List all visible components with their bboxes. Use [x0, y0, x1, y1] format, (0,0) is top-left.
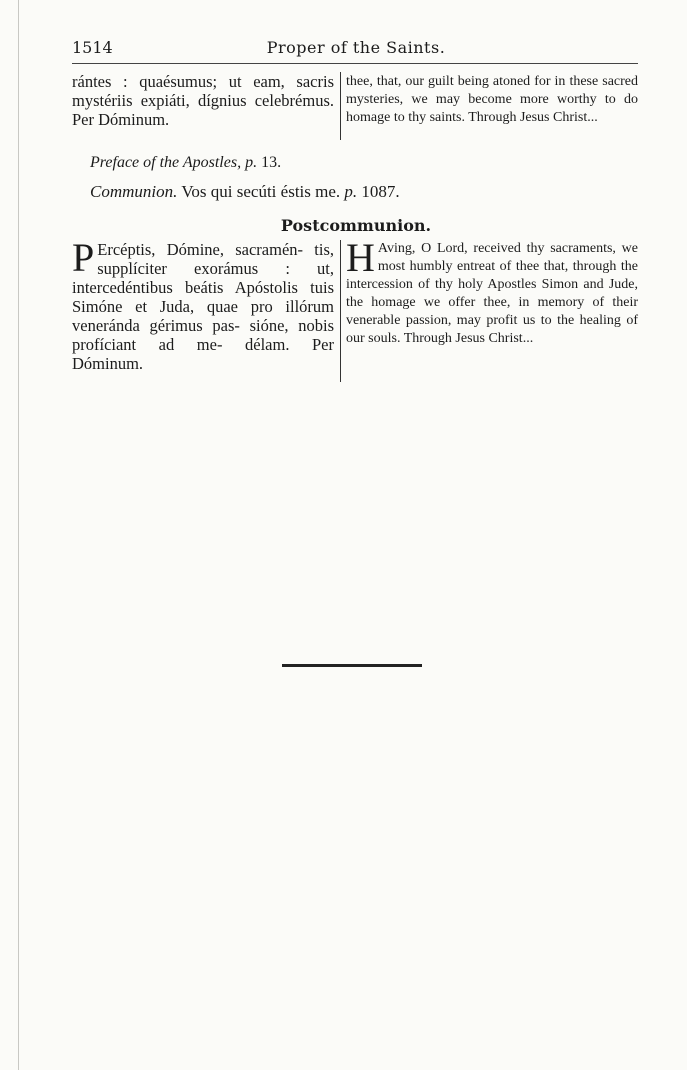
postcommunion-latin-column [72, 235, 334, 373]
page-spine-edge [18, 0, 19, 1070]
header-rule [72, 63, 638, 64]
page-number: 1514 [72, 38, 113, 57]
communion-page-ref: 1087. [361, 182, 400, 201]
postcommunion-english-text: Aving, O Lord, received thy sacraments, we most humbly entreat of thee that, through the intercession of thy holy Apostles Simon and Jude, the homage we offer thee, in memory of their venerable passion, may profit us to the healing of our souls. Through Jesus Christ... [346, 241, 638, 346]
preface-page-ref: 13. [261, 154, 282, 171]
preface-page-abbr: p. [245, 154, 258, 171]
communion-label: Communion. [90, 182, 178, 201]
preface-label: Preface of the Apostles, [90, 154, 242, 171]
latin-dropcap: P [72, 235, 95, 280]
communion-rubric [90, 182, 400, 202]
secret-english-column: thee, that, our guilt being atoned for in these sacred mysteries, we may become more worthy to do homage to thy saints. Through Jesus Christ... [346, 74, 638, 125]
page-header [72, 38, 640, 62]
postcommunion-title: Postcommunion. [280, 216, 432, 235]
english-dropcap: H [346, 235, 375, 280]
communion-page-abbr: p. [344, 182, 358, 201]
end-of-section-rule [282, 664, 422, 667]
postcommunion-latin-text: Ercéptis, Dómine, sacramén- tis, supplíciter exorámus : ut, intercedéntibus beátis Apóstolis tuis Simóne et Juda, quae pro illórum veneránda gérimus pas- sióne, nobis profíciant ad me- délam. Per Dóminum. [72, 240, 334, 373]
secret-latin-column: rántes : quaésumus; ut eam, sacris mystériis expiáti, dígnius celebrémus. Per Dóminum. [72, 72, 334, 129]
preface-rubric [90, 154, 281, 172]
running-title: Proper of the Saints. [266, 38, 446, 57]
column-divider-top [340, 72, 341, 140]
column-divider-bottom [340, 240, 341, 382]
communion-text: Vos qui secúti éstis me. [181, 182, 341, 201]
postcommunion-english-column [346, 235, 638, 348]
